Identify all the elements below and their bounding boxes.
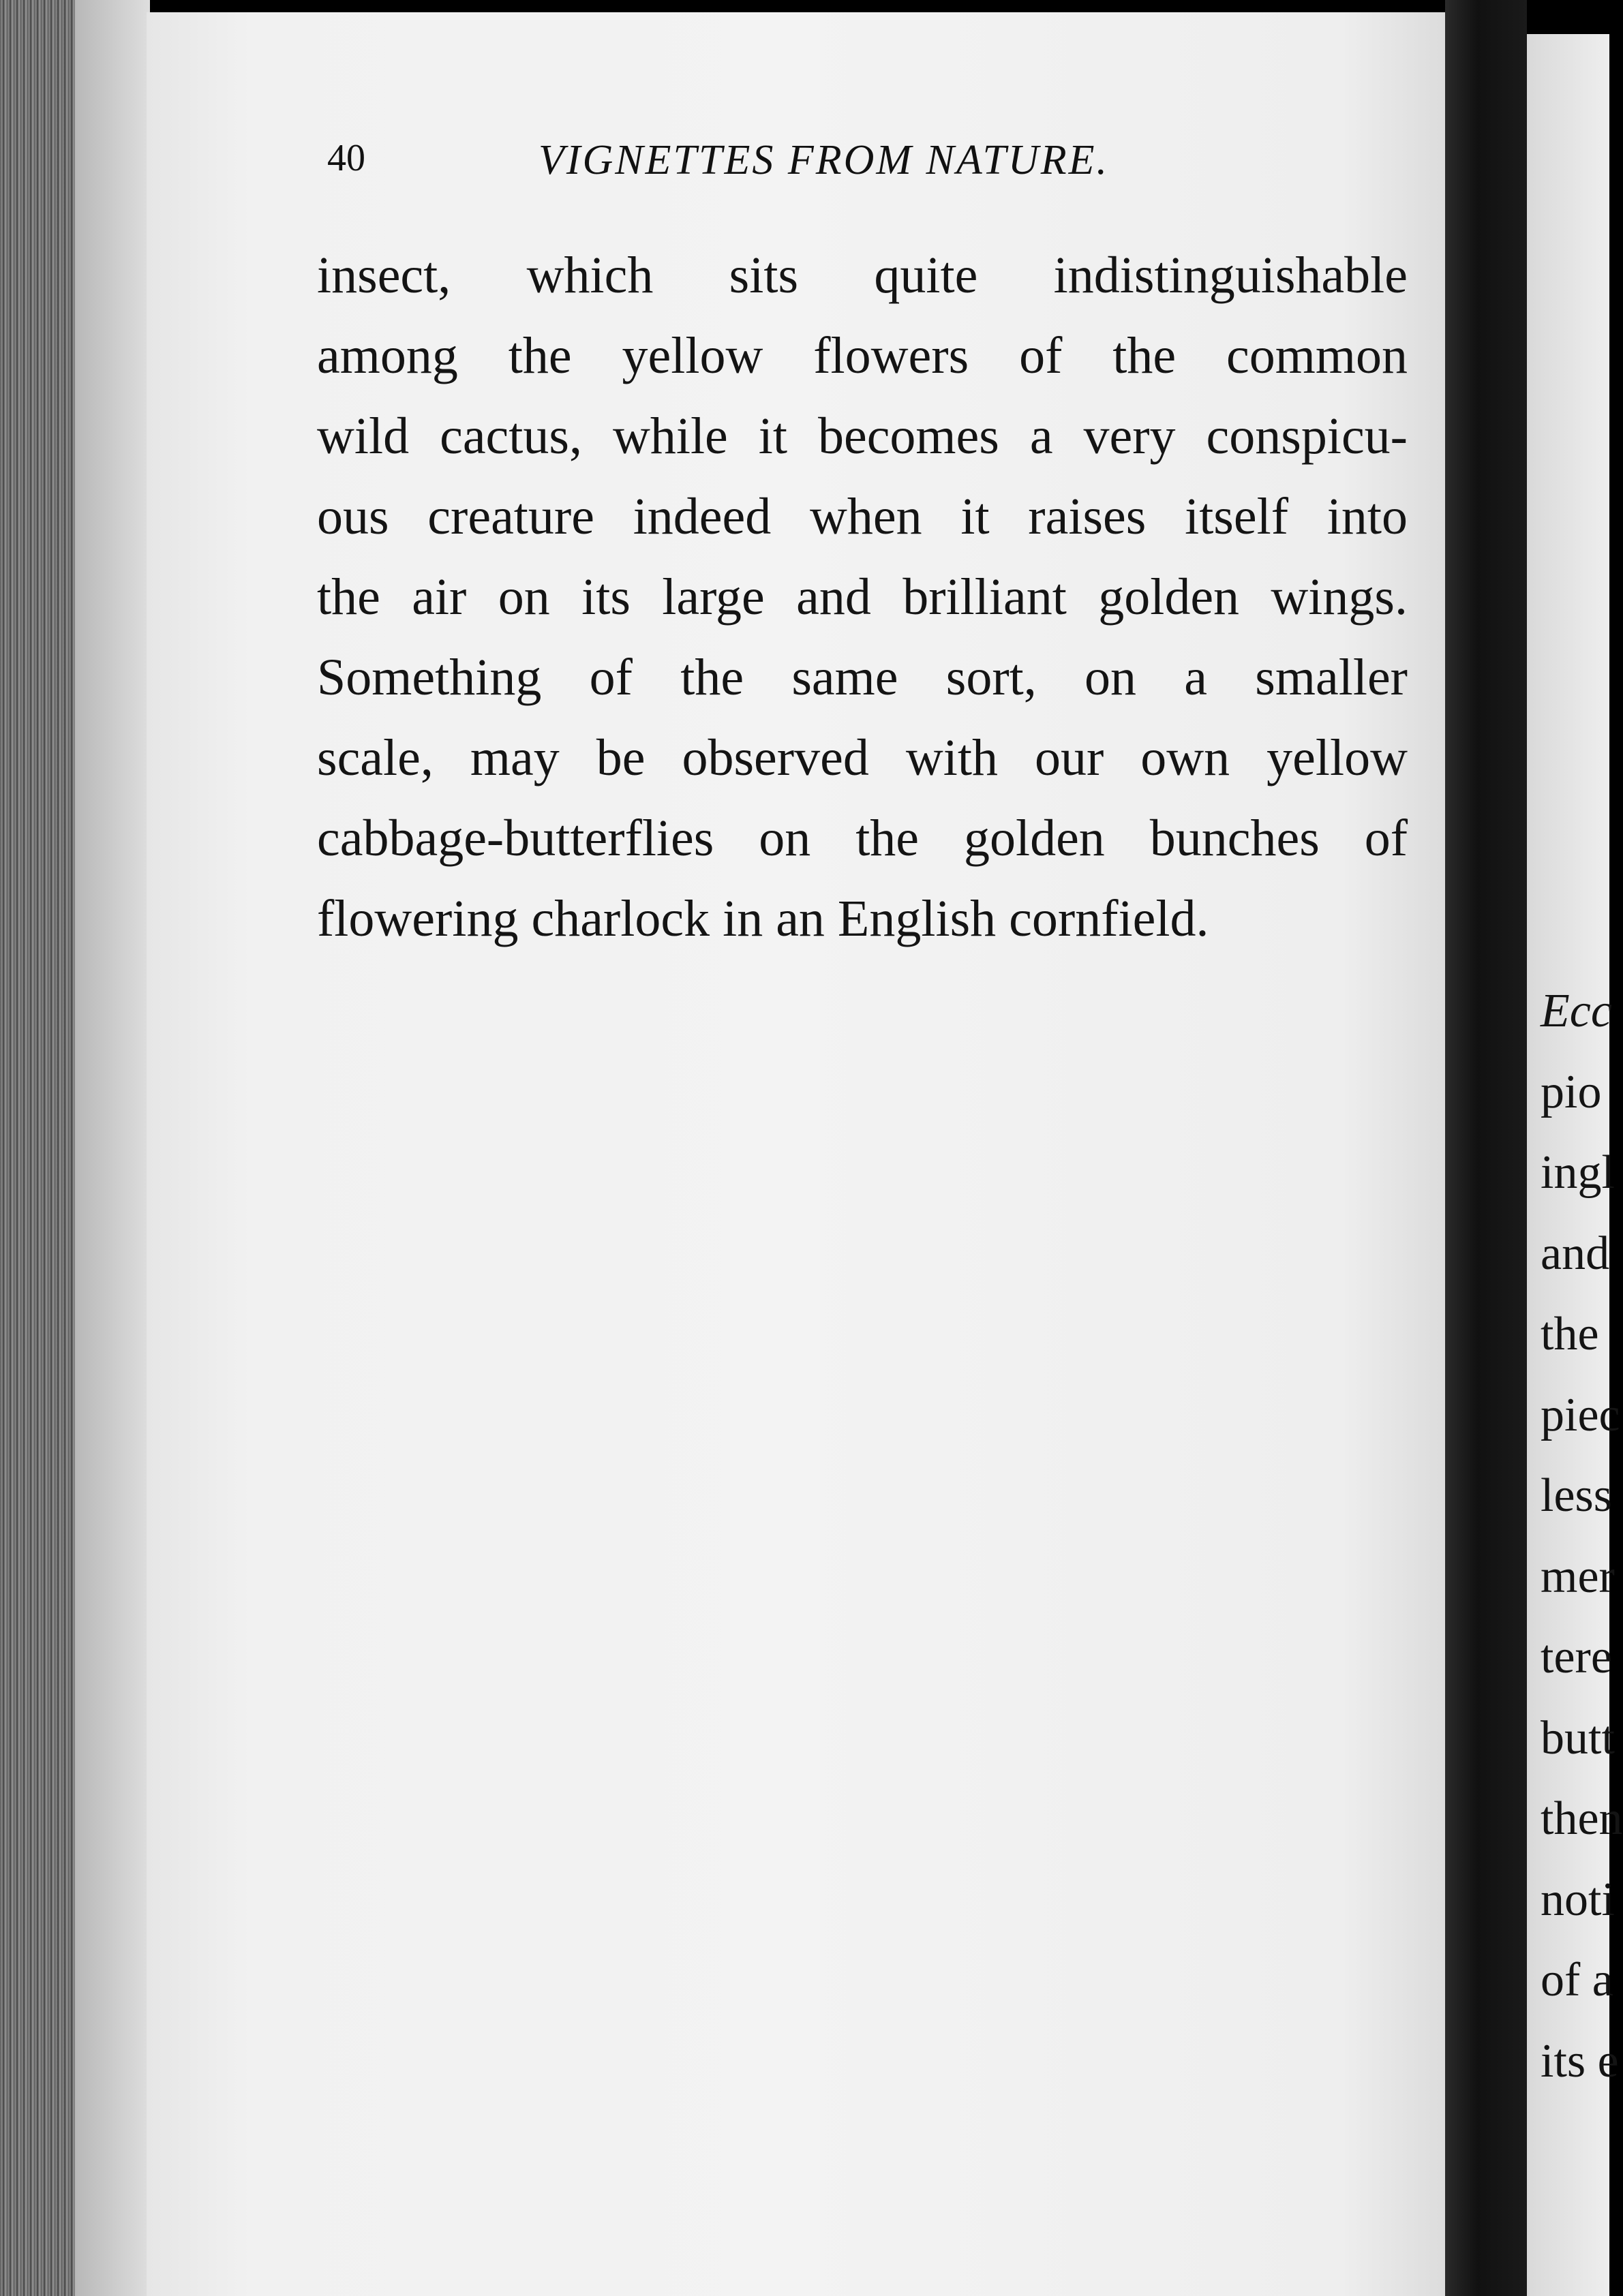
text-line: insect, which sits quite indistinguishable [317, 247, 1408, 304]
right-page-line: piec [1541, 1388, 1620, 1441]
right-page-line: tere [1541, 1631, 1612, 1683]
text-line: among the yellow flowers of the common [317, 327, 1408, 384]
right-page-line: its e [1541, 2034, 1619, 2087]
page-number: 40 [327, 137, 365, 179]
right-page-line: pio [1541, 1065, 1602, 1118]
right-page-line: butt [1541, 1711, 1615, 1764]
text-line: flowering charlock in an English cornfield. [317, 890, 1209, 947]
right-page-line: less [1541, 1469, 1612, 1522]
right-page-line: of a [1541, 1954, 1613, 2006]
text-line: ous creature indeed when it raises itself into [317, 488, 1408, 545]
running-head [320, 136, 1227, 191]
text-line: scale, may be observed with our own yellow [317, 729, 1408, 786]
right-page-line: noti [1541, 1873, 1615, 1926]
text-line: the air on its large and brilliant golden wings. [317, 568, 1408, 626]
book-gutter [1445, 0, 1527, 2296]
book-title: VIGNETTES FROM NATURE. [539, 137, 1109, 183]
right-page-line: ingl [1541, 1146, 1615, 1199]
right-page-line: and [1541, 1227, 1610, 1280]
right-page-line: the [1541, 1308, 1599, 1360]
right-page-line: mer [1541, 1550, 1615, 1603]
text-line: cabbage-butterflies on the golden bunches of [317, 810, 1408, 867]
text-line: Something of the same sort, on a smaller [317, 649, 1408, 706]
right-page-line: then [1541, 1792, 1623, 1845]
body-text [317, 235, 1408, 959]
right-page-text [1527, 971, 1623, 2102]
text-line: wild cactus, while it becomes a very conspicu- [317, 408, 1408, 465]
page-edge-highlight [75, 0, 150, 2296]
right-page-line: Ecc [1541, 985, 1612, 1037]
